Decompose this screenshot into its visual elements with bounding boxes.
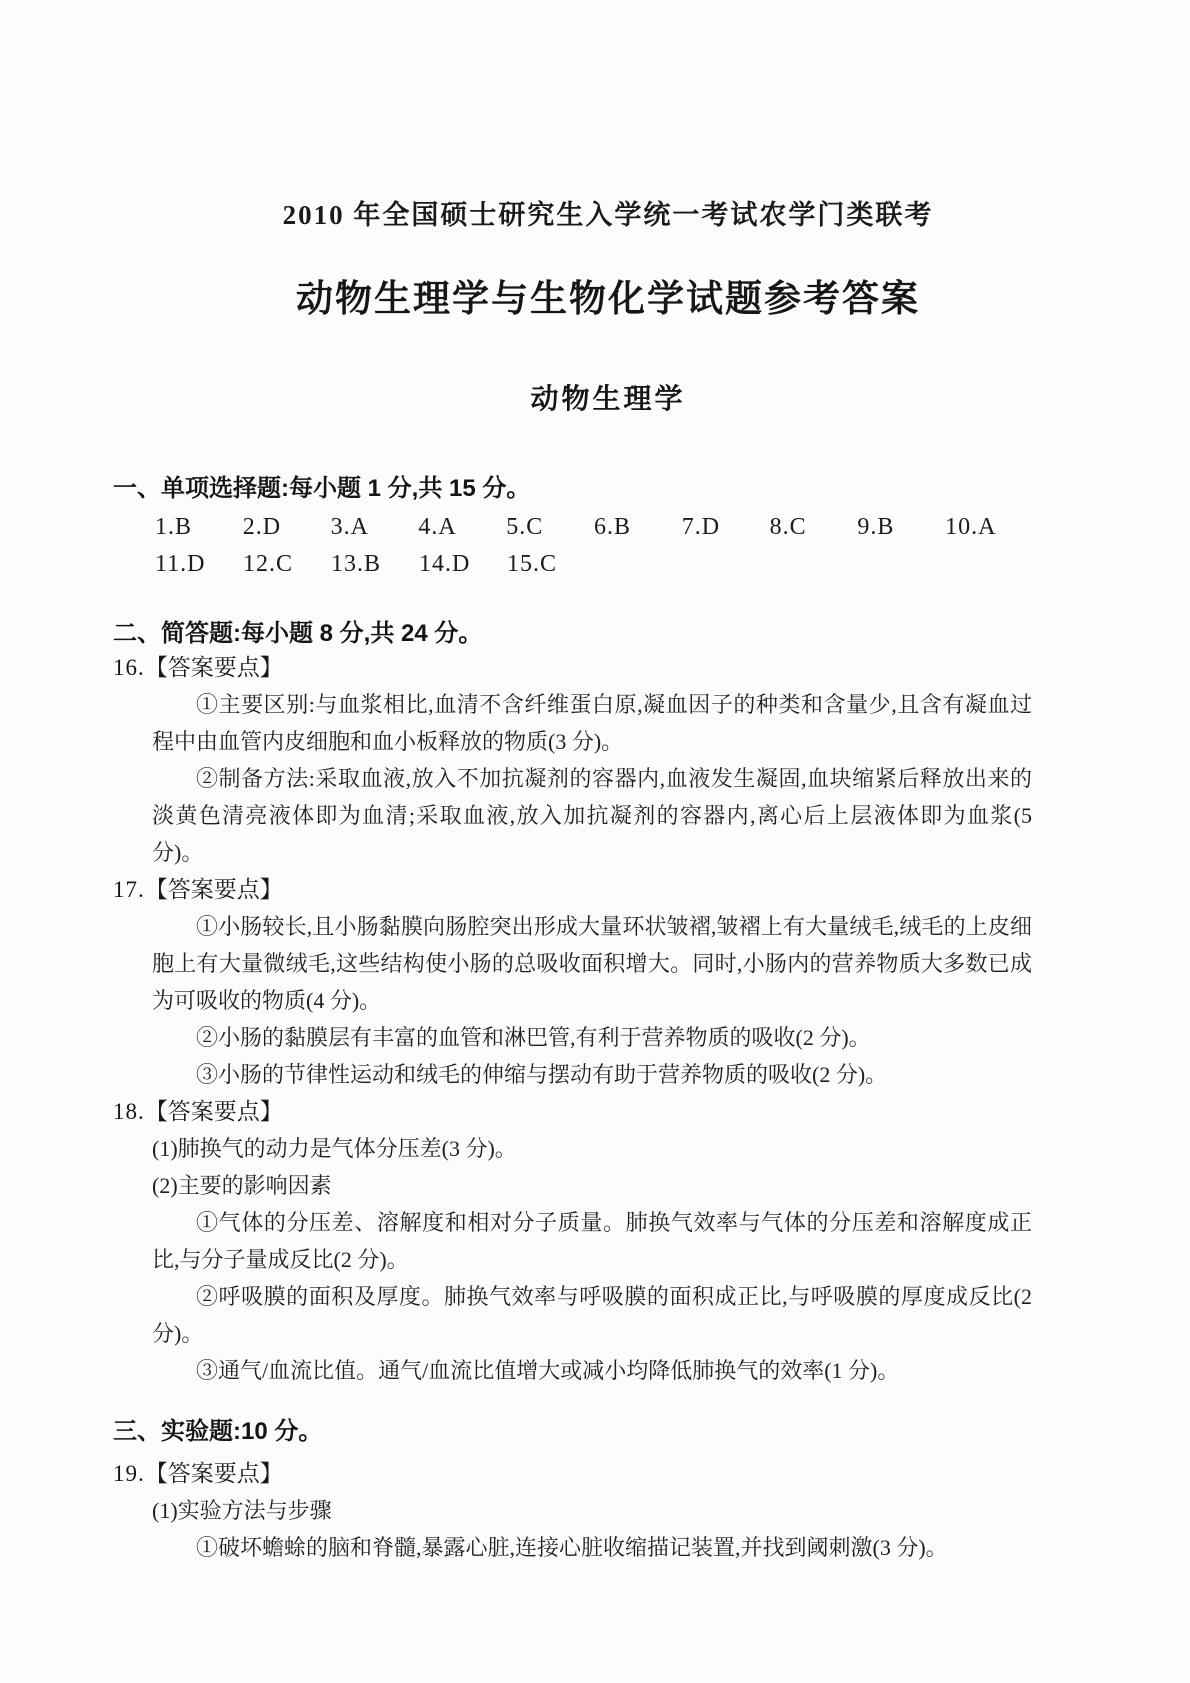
section-three-heading: 三、实验题:10 分。 (113, 1418, 323, 1445)
item-18-number: 18. (113, 1099, 145, 1124)
item-17-number: 17. (113, 877, 145, 902)
mc-answer-14: 14.D (419, 551, 471, 577)
item-18-label: 【答案要点】 (144, 1099, 283, 1124)
subject-heading: 动物生理学 (530, 383, 686, 414)
item-16-paragraph: ①主要区别:与血浆相比,血清不含纤维蛋白原,凝血因子的种类和含量少,且含有凝血过程中由血管内皮细胞和血小板释放的物质(3 分)。 (152, 692, 1032, 754)
answer-key-title: 动物生理学与生物化学试题参考答案 (296, 278, 920, 319)
mc-answer-5: 5.C (506, 514, 544, 540)
item-18-subpoint: (1)肺换气的动力是气体分压差(3 分)。 (152, 1136, 517, 1161)
item-17-label: 【答案要点】 (144, 877, 283, 902)
item-19-head (113, 1455, 1033, 1492)
item-17-paragraph: ②小肠的黏膜层有丰富的血管和淋巴管,有利于营养物质的吸收(2 分)。 (196, 1025, 871, 1050)
mc-answer-6: 6.B (593, 514, 631, 540)
section-two-heading: 二、简答题:每小题 8 分,共 24 分。 (113, 620, 483, 647)
answer-item-18 (113, 1093, 1033, 1389)
section-short-answer (113, 619, 1033, 1389)
mc-answer-10: 10.A (945, 514, 997, 540)
exam-title: 2010 年全国硕士研究生入学统一考试农学门类联考 (282, 200, 934, 230)
section-experiment (113, 1417, 1033, 1566)
item-17-head (113, 871, 1033, 908)
mc-answer-1: 1.B (155, 514, 193, 540)
mc-answer-7: 7.D (681, 514, 721, 540)
mc-answer-12: 12.C (243, 551, 294, 577)
answer-item-19 (113, 1455, 1033, 1566)
item-18-subpoint: (2)主要的影响因素 (152, 1173, 332, 1198)
mc-answers-row-1 (155, 512, 1033, 542)
item-16-head (113, 649, 1033, 686)
mc-answer-13: 13.B (331, 551, 382, 577)
mc-answer-2: 2.D (242, 514, 282, 540)
item-19-paragraph: ①破坏蟾蜍的脑和脊髓,暴露心脏,连接心脏收缩描记装置,并找到阈刺激(3 分)。 (196, 1535, 948, 1560)
item-16-paragraph: ②制备方法:采取血液,放入不加抗凝剂的容器内,血液发生凝固,血块缩紧后释放出来的淡黄色清亮液体即为血清;采取血液,放入加抗凝剂的容器内,离心后上层液体即为血浆(5 分)。 (152, 766, 1032, 865)
item-17-paragraph: ③小肠的节律性运动和绒毛的伸缩与摆动有助于营养物质的吸收(2 分)。 (196, 1062, 888, 1087)
mc-answer-11: 11.D (155, 551, 206, 577)
item-18-head (113, 1093, 1033, 1130)
item-16-label: 【答案要点】 (144, 655, 283, 680)
section-multiple-choice (113, 474, 1033, 579)
document-body (113, 470, 1033, 1566)
mc-answer-9: 9.B (857, 514, 895, 540)
mc-answer-3: 3.A (330, 514, 369, 540)
section-one-heading: 一、单项选择题:每小题 1 分,共 15 分。 (113, 475, 531, 502)
mc-answer-8: 8.C (769, 514, 807, 540)
item-18-paragraph: ①气体的分压差、溶解度和相对分子质量。肺换气效率与气体的分压差和溶解度成正比,与分子量成反比(2 分)。 (152, 1210, 1032, 1272)
answer-item-17 (113, 871, 1033, 1093)
item-19-label: 【答案要点】 (144, 1461, 283, 1486)
item-18-paragraph: ③通气/血流比值。通气/血流比值增大或减小均降低肺换气的效率(1 分)。 (196, 1358, 900, 1383)
mc-answer-15: 15.C (507, 551, 558, 577)
mc-answers-row-2 (155, 549, 1033, 579)
item-18-paragraph: ②呼吸膜的面积及厚度。肺换气效率与呼吸膜的面积成正比,与呼吸膜的厚度成反比(2 分)。 (152, 1284, 1032, 1346)
document-header (13, 202, 1190, 413)
item-19-number: 19. (113, 1461, 145, 1486)
item-17-paragraph: ①小肠较长,且小肠黏膜向肠腔突出形成大量环状皱褶,皱褶上有大量绒毛,绒毛的上皮细胞上有大量微绒毛,这些结构使小肠的总吸收面积增大。同时,小肠内的营养物质大多数已成为可吸收的物质(4 分)。 (152, 914, 1032, 1013)
mc-answer-4: 4.A (418, 514, 457, 540)
item-16-number: 16. (113, 655, 145, 680)
answer-item-16 (113, 649, 1033, 871)
item-19-subpoint: (1)实验方法与步骤 (152, 1498, 332, 1523)
